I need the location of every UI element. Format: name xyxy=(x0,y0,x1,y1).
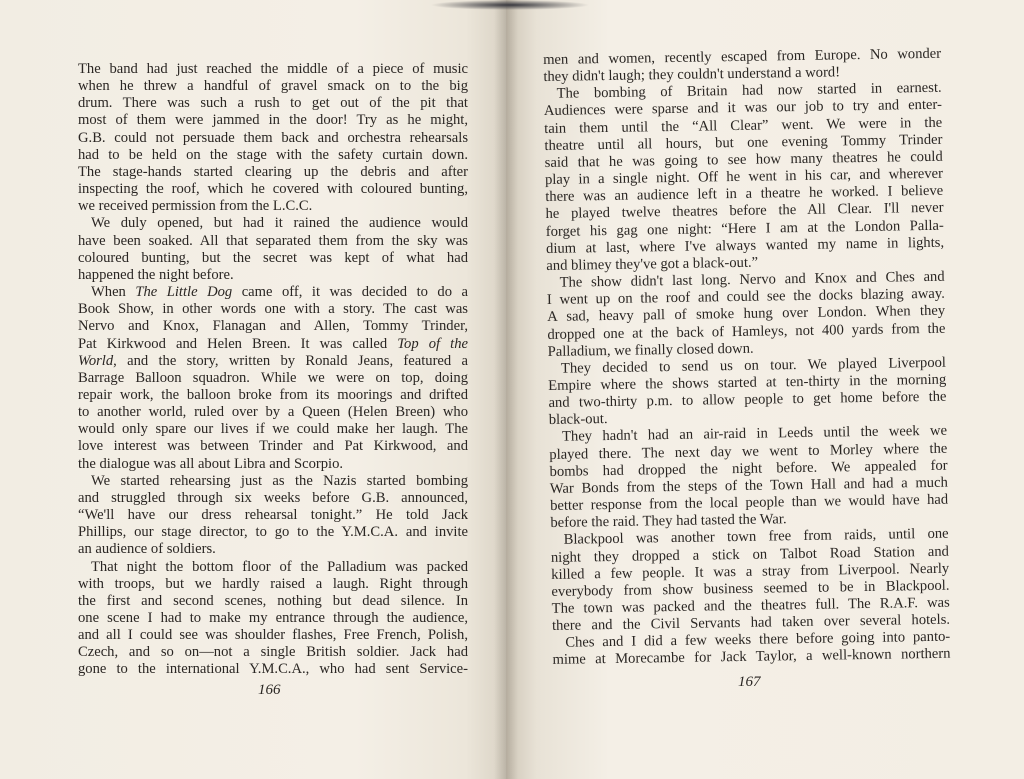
text-line: and struggled through six weeks before G.B. announced, xyxy=(78,489,468,506)
text-line: there was an audience left in a theatre he worked. I believe xyxy=(545,182,944,206)
text-line: Empire where the shows started at ten-thirty in the morning xyxy=(548,371,947,394)
text-line: mime at Morecambe for Jack Taylor, a well-known northern xyxy=(552,646,951,669)
text-line: would only spare our lives if we could make her laugh. The xyxy=(78,421,468,438)
text-line: G.B. could not persuade them back and orchestra rehearsals xyxy=(78,129,468,146)
left-page xyxy=(0,0,506,779)
text-line: I went up on the roof and could see the docks blazing away. xyxy=(546,285,945,309)
text-line: love interest was between Trinder and Pat Kirkwood, and xyxy=(78,438,468,455)
text-line: before the raid. They had tasted the War. xyxy=(550,511,787,532)
text-line: Audiences were sparse and it was our job to try and enter- xyxy=(543,97,943,120)
text-line: That night the bottom floor of the Palladium was packed xyxy=(91,558,468,575)
text-line: Barrage Balloon squadron. While we were on top, doing xyxy=(78,369,468,386)
text-line: night they dropped a stick on Talbot Road Station and xyxy=(550,543,950,566)
text-line: he played twelve theatres before the All Clear. I'll never xyxy=(545,200,944,223)
text-line: Nervo and Knox, Flanagan and Allen, Tommy Trinder, xyxy=(78,318,468,335)
text-line: and blimey they've got a black-out.” xyxy=(546,254,759,274)
text-line: the first and second scenes, nothing but dead silence. In xyxy=(78,592,468,609)
text-line: They decided to send us on tour. We played Liverpool xyxy=(560,354,947,377)
text-line: dropped one at the back of Hamleys, not 400 yards from the xyxy=(547,320,946,343)
text-line: play in a single night. Off he went in his car, and wherever xyxy=(544,165,944,189)
text-line: men and women, recently escaped from Europe. No wonder xyxy=(543,45,942,68)
text-line: We duly opened, but had it rained the audience would xyxy=(91,215,468,232)
text-line: the dialogue was all about Libra and Scorpio. xyxy=(78,455,344,472)
text-line: and all I could see was shoulder flashes, Free French, Polish, xyxy=(78,627,468,644)
text-line: Palladium, we finally closed down. xyxy=(547,340,754,360)
text-line: Phillips, our stage director, to go to the Y.M.C.A. and invite xyxy=(78,524,468,541)
text-line: The stage-hands started clearing up the debris and after xyxy=(78,163,468,180)
text-line: with troops, but we hardly raised a laugh. Right through xyxy=(78,575,468,592)
text-line: War Bonds from the steps of the Town Hall and had a much xyxy=(549,474,948,497)
text-line: Czech, and so on—not a single British soldier. Jack had xyxy=(78,644,468,661)
text-line: repair work, the balloon broke from its moorings and drifted xyxy=(78,386,468,403)
text-line: inspecting the roof, which he covered with coloured bunting, xyxy=(78,181,468,198)
text-line: bombs had dropped the night before. We appealed for xyxy=(549,457,948,480)
text-line: better response from the local people than we would have had xyxy=(550,491,949,515)
text-line: coloured bunting, but the secret was kept of what had xyxy=(78,249,468,266)
text-line: had to be held on the stage with the safety curtain down. xyxy=(78,146,468,163)
text-line: A sad, heavy pall of smoke hung over London. When they xyxy=(547,303,946,326)
text-line: killed a few people. It was a stray from Liverpool. Nearly xyxy=(551,560,950,583)
text-line: everybody from show business seemed to be in Blackpool. xyxy=(551,577,950,600)
text-line: Book Show, in other words one with a story. The cast was xyxy=(78,301,468,318)
text-line: tain them until the “All Clear” went. We were in the xyxy=(544,114,943,137)
left-page-text xyxy=(78,61,468,679)
text-line: played there. The next day we went to Morley where the xyxy=(549,440,948,463)
text-line: most of them were jammed in the door! Try as he might, xyxy=(78,112,468,129)
text-line: The show didn't last long. Nervo and Knox and Ches and xyxy=(559,268,945,291)
text-line: there and the Civil Servants had taken over several hotels. xyxy=(551,611,951,635)
text-line: when he threw a handful of gravel smack on to the big xyxy=(78,78,468,95)
text-line: said that he was going to see how many theatres he could xyxy=(544,148,943,171)
spine-shadow xyxy=(430,0,590,10)
text-line: and two-thirty p.m. to allow people to get home before the xyxy=(548,388,947,412)
text-line: Blackpool was another town free from raids, until one xyxy=(563,526,949,549)
text-line: forget his gag one night: “Here I am at the London Palla- xyxy=(545,217,944,240)
text-line: happened the night before. xyxy=(78,266,234,283)
text-line: The band had just reached the middle of a piece of music xyxy=(78,61,468,77)
text-line: The town was packed and the theatres full. The R.A.F. was xyxy=(551,594,950,617)
right-page xyxy=(506,0,1024,779)
text-line: dium at last, where I've always wanted my name in lights, xyxy=(545,234,945,257)
text-line: black-out. xyxy=(548,411,608,429)
text-line: We started rehearsing just as the Nazis started bombing xyxy=(91,472,468,489)
text-line: gone to the international Y.M.C.A., who had sent Service- xyxy=(78,661,468,678)
page-number: 167 xyxy=(738,674,761,690)
text-line: an audience of soldiers. xyxy=(78,541,216,558)
text-line: theatre until all hours, but one evening Tommy Trinder xyxy=(544,131,943,154)
text-line: to another world, ruled over by a Queen (Helen Breen) who xyxy=(78,404,468,421)
right-page-text xyxy=(543,46,951,670)
book-gutter xyxy=(494,0,518,779)
text-line: have been soaked. All that separated them from the sky was xyxy=(78,232,468,249)
page-number: 166 xyxy=(258,682,281,698)
text-line: The bombing of Britain had now started in earnest. xyxy=(556,80,942,103)
text-line: Pat Kirkwood and Helen Breen. It was called Top of the xyxy=(78,335,468,352)
text-line: one scene I had to make my entrance through the audience, xyxy=(78,610,468,626)
text-line: we received permission from the L.C.C. xyxy=(78,198,313,215)
text-line: Ches and I did a few weeks there before going into panto- xyxy=(565,628,951,652)
text-line: They hadn't had an air-raid in Leeds until the week we xyxy=(561,423,948,446)
text-line: drum. There was such a rush to get out of the pit that xyxy=(78,95,468,112)
text-line: they didn't laugh; they couldn't understand a word! xyxy=(543,64,841,86)
text-line: “We'll have our dress rehearsal tonight.” He told Jack xyxy=(78,507,468,524)
text-line: When The Little Dog came off, it was decided to do a xyxy=(91,284,468,301)
text-line: World, and the story, written by Ronald Jeans, featured a xyxy=(78,352,468,369)
